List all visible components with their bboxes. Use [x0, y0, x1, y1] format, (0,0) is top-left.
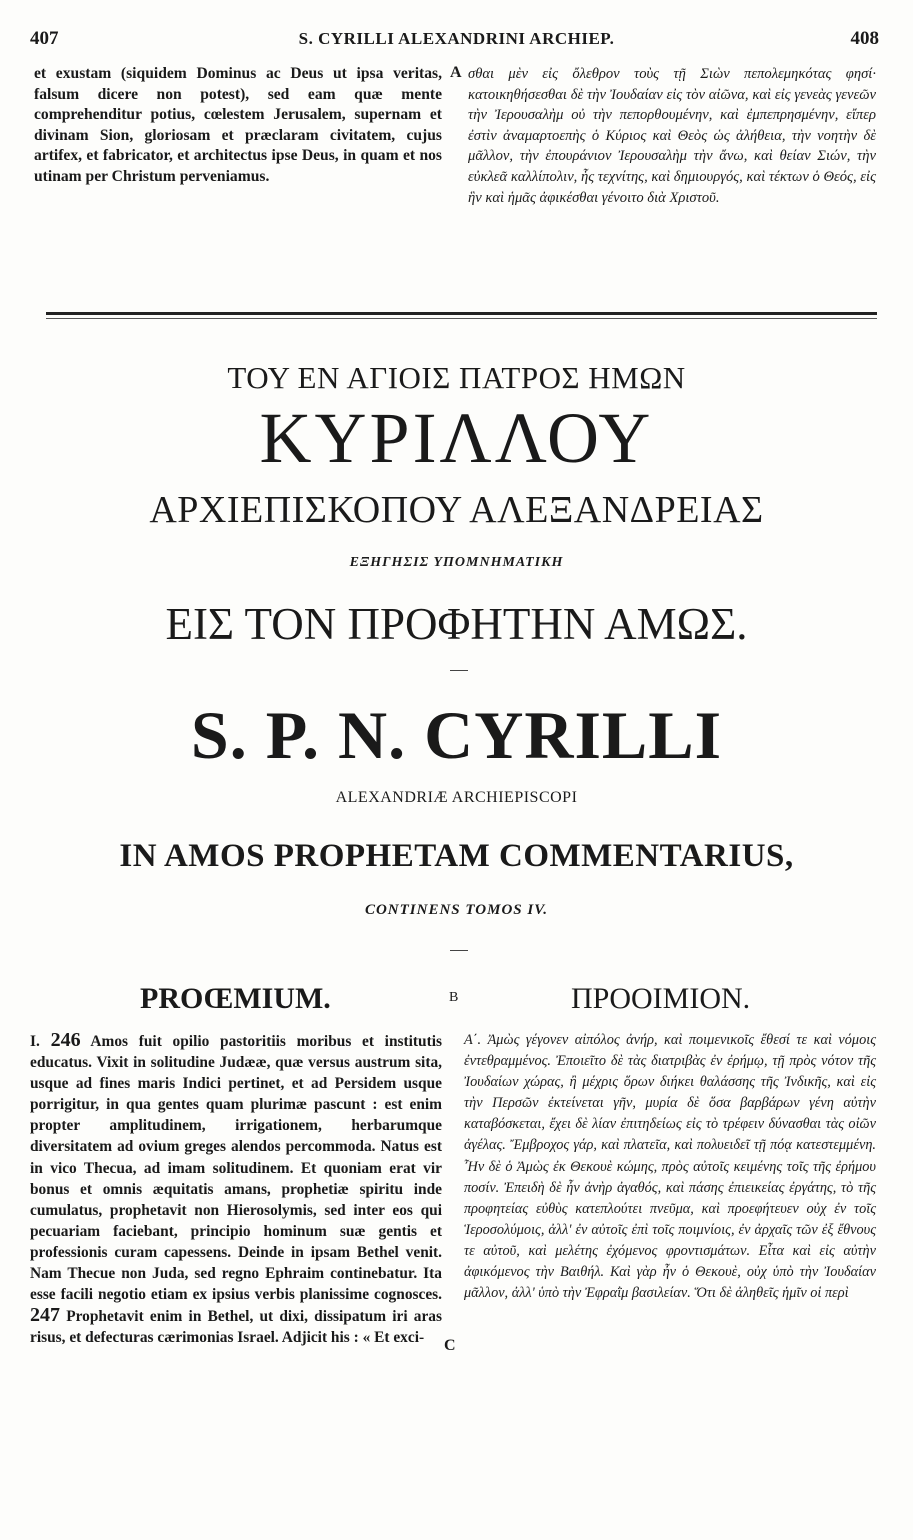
- running-header: [30, 28, 883, 54]
- title-line-cyrilli: S. P. N. CYRILLI: [190, 697, 723, 773]
- greek-text: Ἀμὼς γέγονεν αἰπόλος ἀνήρ, καὶ ποιμενικοῖς ἔθεσί τε καὶ νόμοις ἐντεθραμμένος. Ἐποιεῖτο δὲ τὰς διατριβὰς ἐν ἐρήμῳ, τῇ πρὸς νότον τῆς Ἰουδαίων χώρας, ἢ μέχρις ὅρων διήκει θαλάσσης τῆς Ἰνδικῆς, καὶ εἰς τὴν Περσῶν ἐκτείνεται γῆν, μυρία δὲ ὅσα βαρβάρων γένη αὐτὴν καταβόσκεται, ἔχει δὲ λίαν ἐπιτηδείως εἰς τὸ τρέφειν δύνασθαι τὰς οἰῶν ἀγέλας. Ἔμβροχος γάρ, καὶ πλατεῖα, καὶ πολυειδεῖ τῇ πόᾳ κατεστεμμένη. Ἦν δὲ ὁ Ἀμὼς ἐκ Θεκουὲ κώμης, πρὸς αὐτοῖς κειμένης τοῖς τῆς ἐρήμου ποσίν. Ἐπειδὴ δὲ ἦν ἀνὴρ ἀγαθός, καὶ πάσης ἐπιεικείας ἐργάτης, τὸ τῆς προφητείας εὐθὺς κατεπλούτει πνεῦμα, καὶ προεφήτευεν οὐχ ἐν τοῖς Ἱεροσολύμοις, ἀλλ' ἐν αὐτοῖς ἐπὶ τοῖς ποιμνίοις, ἐν ἀρχαῖς τῶν ἐξ ἔθνους τε αὐτοῦ, καὶ μελέτης ἐχόμενος φροντισμάτων. Εἶτα καὶ εἰς αὐτὴν ἀφικόμενος τὴν Βαιθήλ. Καὶ γὰρ ἦν ὁ Θεκουὲ, οὐχ ὑπὸ τὴν Ἰουδαίαν μᾶλλον, ἀλλ' ὑπὸ τὴν Ἐφραῒμ βασιλείαν. Ὅτι δὲ ἀληθεῖς ἡμῖν οἱ περὶ: [464, 1032, 877, 1302]
- title-line-exegesis: ΕΞΗΓΗΣΙΣ ΥΠΟΜΝΗΜΑΤΙΚΗ: [349, 555, 564, 570]
- separator-rule-thin: [46, 318, 877, 319]
- body-greek-column: [464, 1030, 876, 1304]
- title-line-archbishop-greek: ΑΡΧΙΕΠΙΣΚΟΠΟΥ ΑΛΕΞΑΝΔΡΕΙΑΣ: [149, 489, 764, 531]
- latin-text-part-2: Prophetavit enim in Bethel, ut dixi, dissipatum iri aras risus, et defecturas cærimonias Israel. Adjicit his : « Et exci-: [30, 1308, 442, 1347]
- left-page-number: 407: [30, 28, 59, 49]
- margin-letter-a: A: [450, 64, 462, 81]
- greek-paragraph: [464, 1030, 876, 1304]
- separator-rule-thick: [46, 312, 877, 315]
- right-page-number: 408: [850, 28, 879, 49]
- top-latin-column: [34, 64, 442, 188]
- title-dash-2: [450, 950, 468, 951]
- top-greek-column: [468, 64, 876, 208]
- running-title: S. CYRILLI ALEXANDRINI ARCHIEP.: [298, 29, 615, 48]
- body-latin-column: [30, 1030, 442, 1348]
- latin-section-number: I.: [30, 1033, 40, 1050]
- title-line-tomos: CONTINENS TOMOS IV.: [364, 902, 549, 918]
- latin-section-heading: PROŒMIUM.: [140, 982, 331, 1015]
- latin-paragraph: [30, 1030, 442, 1348]
- title-line-archbishop-latin: ALEXANDRIÆ ARCHIEPISCOPI: [335, 789, 578, 806]
- latin-text-part-1: Amos fuit opilio pastoritiis moribus et institutis educatus. Vixit in solitudine Judææ, quæ versus austrum sita, usque ad fines maris Indici pertinet, et ad Persidem usque porrigitur, in qua gentes quam plurimæ pascunt : est enim propter amplitudinem, irrigationem, herbarumque diversitatem ad ovium greges alendos percommoda. Natus est in vico Thecua, ad imam solitudinem. Et quoniam erat vir bonus et omnis æquitatis amans, prophetiæ spiritu inde cumulatus, prophetavit non Hierosolymis, sed inter eos qui pecuariam faciebant, principio hominum suæ gentis et professionis curam capessens. Deinde in ipsam Bethel venit. Nam Thecue non Juda, sed regno Ephraim continebatur. Ita esse facili negotio etiam ex ipsius verbis planissime cognosces.: [30, 1033, 442, 1304]
- title-line-greek-fathers: ΤΟΥ ΕΝ ΑΓΙΟΙΣ ΠΑΤΡΟΣ ΗΜΩΝ: [227, 360, 686, 395]
- title-line-amos-greek: ΕΙΣ ΤΟΝ ΠΡΟΦΗΤΗΝ ΑΜΩΣ.: [165, 599, 748, 649]
- title-line-kyrillou: ΚΥΡΙΛΛΟΥ: [259, 398, 654, 478]
- title-dash: [450, 670, 468, 671]
- top-latin-text: et exustam (siquidem Dominus ac Deus ut ipsa veritas, falsum dicere non potest), sed eam quæ mente comprehenditur potius, cœlestem Jerusalem, supernam et divinam Sion, gloriosam et præclaram civitatem, cujus artifex, et fabricator, et architectus ipse Deus, in quam et nos utinam per Christum perveniamus.: [34, 65, 442, 185]
- column-number-246: 246: [50, 1029, 81, 1051]
- margin-letter-b: B: [449, 990, 459, 1005]
- top-greek-text: σθαι μὲν εἰς ὄλεθρον τοὺς τῇ Σιὼν πεπολεμηκότας φησί· κατοικηθήσεσθαι δὲ τὴν Ἰουδαίαν εἰς τὸν αἰῶνα, καὶ εἰς γενεὰς γενεῶν τὴν Ἰερουσαλὴμ οὐ τὴν πεπορθουμένην, καὶ ἐμπεπρησμένην, εἴπερ ἐστὶν ἀναμαρτοεπὴς ὁ Κύριος καὶ Θεὸς ὡς ἀλήθεια, τὴν νοητὴν δὲ μᾶλλον, τὴν ἐπουράνιον Ἰερουσαλὴμ τὴν ἄνω, καὶ θείαν Σιών, τὴν εὐκλεᾶ καλλίπολιν, ἧς τεχνίτης, καὶ δημιουργός, καὶ τέκτων ὁ Θεός, εἰς ἣν καὶ ἡμᾶς ἀφικέσθαι γένοιτο διὰ Χριστοῦ.: [468, 66, 876, 206]
- margin-letter-c: C: [444, 1337, 456, 1354]
- greek-section-number: Α΄.: [464, 1032, 482, 1048]
- column-number-247: 247: [30, 1304, 60, 1327]
- greek-section-heading: ΠΡΟΟΙΜΙΟΝ.: [571, 982, 751, 1015]
- title-line-commentarius: IN AMOS PROPHETAM COMMENTARIUS,: [119, 838, 794, 874]
